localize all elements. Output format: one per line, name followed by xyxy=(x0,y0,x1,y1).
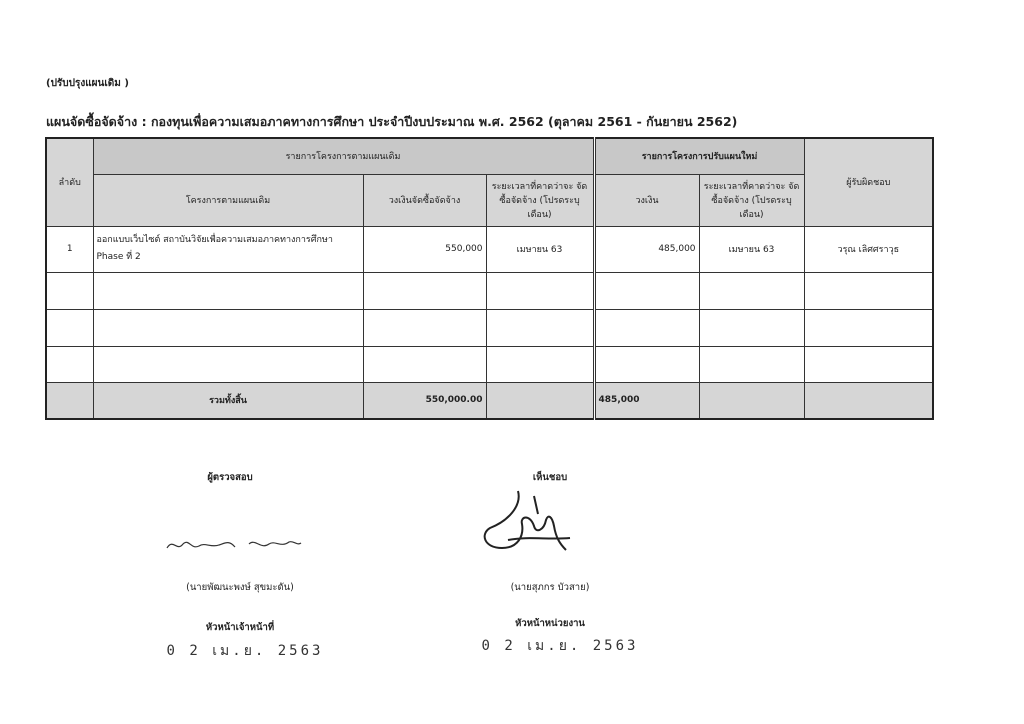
plan-title: แผนจัดซื้อจัดจ้าง : กองทุนเพื่อความเสมอภาคทางการศึกษา ประจำปีงบประมาณ พ.ศ. 2562 (ตุลาคม 2561 - กันยายน 2562) xyxy=(46,114,738,129)
row-budget: 550,000 xyxy=(363,226,486,272)
group-revised-header: รายการโครงการปรับแผนใหม่ xyxy=(594,138,804,174)
col-period-header: ระยะเวลาที่คาดว่าจะ จัดซื้อจัดจ้าง (โปรดระบุเดือน) xyxy=(486,174,594,226)
reviewer-date-stamp: 0 2 เม.ย. 2563 xyxy=(166,643,324,659)
col-project-header: โครงการตามแผนเดิม xyxy=(93,174,363,226)
row-project: ออกแบบเว็บไซต์ สถาบันวิจัยเพื่อความเสมอภาคทางการศึกษา Phase ที่ 2 xyxy=(93,226,363,272)
row-new-period: เมษายน 63 xyxy=(699,226,804,272)
total-new-budget: 485,000 xyxy=(594,382,699,419)
approver-name: (นายสุภกร บัวสาย) xyxy=(510,582,590,593)
row-no: 1 xyxy=(46,226,93,272)
row-new-budget: 485,000 xyxy=(594,226,699,272)
row-owner: วรุณ เลิศศราวุธ xyxy=(804,226,933,272)
table-row-empty xyxy=(46,309,933,346)
table-row-empty xyxy=(46,272,933,309)
approver-position-block xyxy=(470,616,630,631)
approver-name-block xyxy=(470,580,630,595)
reviewer-name-block xyxy=(150,580,330,595)
reviewer-signature-icon xyxy=(165,530,305,560)
total-budget: 550,000.00 xyxy=(363,382,486,419)
table-row xyxy=(46,226,933,272)
approver-role: เห็นชอบ xyxy=(532,472,568,483)
total-label: รวมทั้งสิ้น xyxy=(93,382,363,419)
approver-date-stamp: 0 2 เม.ย. 2563 xyxy=(481,638,639,654)
reviewer-signature-block xyxy=(150,470,310,485)
col-owner-header: ผู้รับผิดชอบ xyxy=(804,138,933,226)
approver-signature-block xyxy=(470,470,630,485)
row-period: เมษายน 63 xyxy=(486,226,594,272)
table-row-empty xyxy=(46,346,933,382)
col-budget-header: วงเงินจัดซื้อจัดจ้าง xyxy=(363,174,486,226)
revise-note: (ปรับปรุงแผนเดิม ) xyxy=(46,78,129,89)
total-row xyxy=(46,382,933,419)
approver-position: หัวหน้าหน่วยงาน xyxy=(515,618,585,629)
reviewer-position-block xyxy=(150,620,330,635)
reviewer-name: (นายพัฒนะพงษ์ สุขมะดัน) xyxy=(186,582,294,593)
approver-signature-icon xyxy=(478,486,588,566)
procurement-table xyxy=(45,137,934,420)
col-no-header: ลำดับ xyxy=(46,138,93,226)
col-new-period-header: ระยะเวลาที่คาดว่าจะ จัดซื้อจัดจ้าง (โปรดระบุเดือน) xyxy=(699,174,804,226)
group-original-header: รายการโครงการตามแผนเดิม xyxy=(93,138,594,174)
col-new-budget-header: วงเงิน xyxy=(594,174,699,226)
reviewer-role: ผู้ตรวจสอบ xyxy=(207,472,253,483)
reviewer-position: หัวหน้าเจ้าหน้าที่ xyxy=(205,622,275,633)
